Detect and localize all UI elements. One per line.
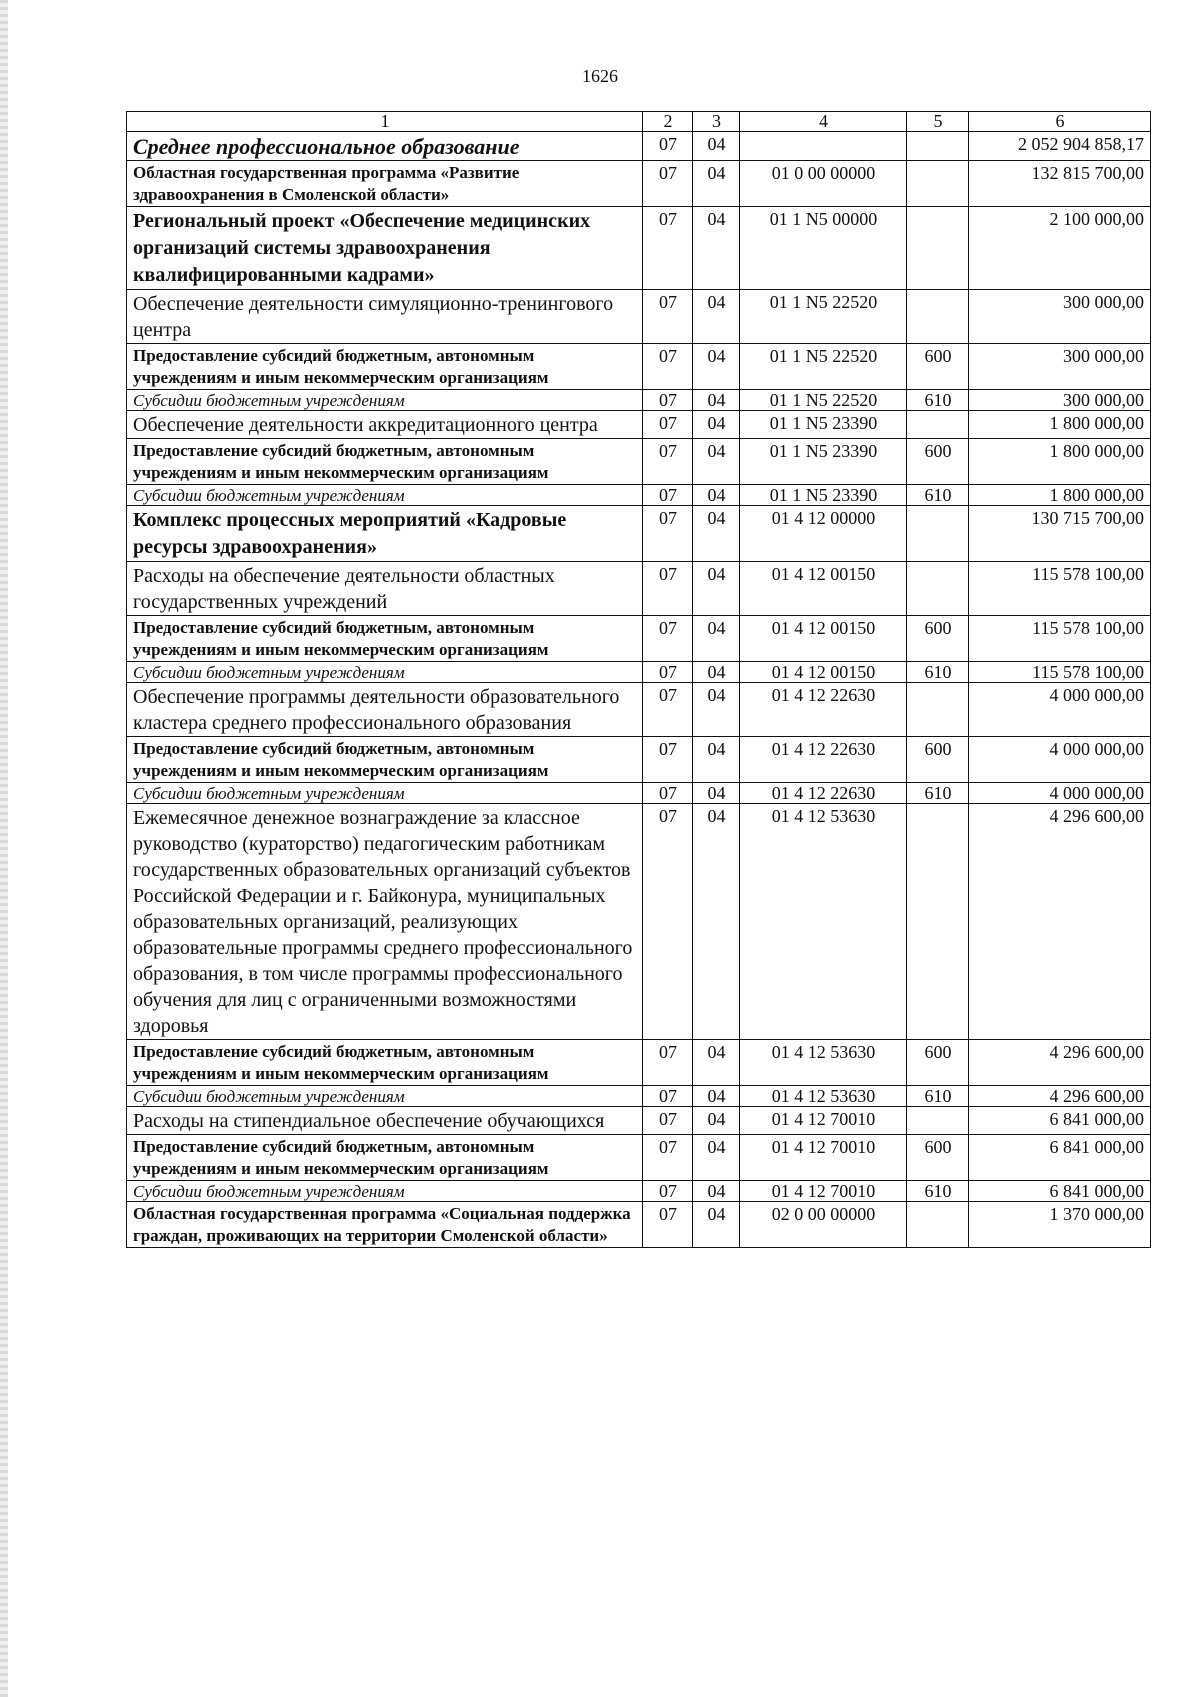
table-row: [127, 207, 1151, 290]
target-article-cell: 02 0 00 00000: [740, 1202, 907, 1248]
amount-cell: 130 715 700,00: [969, 506, 1151, 562]
amount-cell: 1 370 000,00: [969, 1202, 1151, 1248]
section-code-cell: 07: [643, 1202, 693, 1248]
expense-type-cell: [907, 683, 969, 737]
section-code-cell: 07: [643, 290, 693, 344]
subsection-code-cell: 04: [693, 1086, 740, 1107]
row-name-cell: Предоставление субсидий бюджетным, автономным учреждениям и иным некоммерческим организациям: [127, 616, 643, 662]
section-code-cell: 07: [643, 1040, 693, 1086]
section-code-cell: 07: [643, 1107, 693, 1135]
subsection-code-cell: 04: [693, 506, 740, 562]
row-name-cell: Субсидии бюджетным учреждениям: [127, 783, 643, 804]
subsection-code-cell: 04: [693, 662, 740, 683]
target-article-cell: [740, 132, 907, 161]
subsection-code-cell: 04: [693, 616, 740, 662]
row-name-cell: Ежемесячное денежное вознаграждение за классное руководство (кураторство) педагогическим работникам государственных образовательных организаций субъектов Российской Федерации и г. Байконура, муниципальных образовательных организаций, реализующих образовательные программы среднего профессионального образования, в том числе программы профессионального обучения для лиц с ограниченными возможностями здоровья: [127, 804, 643, 1040]
header-cell-2: 2: [643, 112, 693, 132]
table-row: [127, 616, 1151, 662]
table-row: [127, 1135, 1151, 1181]
subsection-code-cell: 04: [693, 783, 740, 804]
page-number: 1626: [582, 66, 618, 86]
section-code-cell: 07: [643, 683, 693, 737]
target-article-cell: 01 4 12 70010: [740, 1107, 907, 1135]
expense-type-cell: 610: [907, 783, 969, 804]
target-article-cell: 01 1 N5 22520: [740, 390, 907, 411]
expense-type-cell: [907, 506, 969, 562]
expense-type-cell: 600: [907, 1040, 969, 1086]
section-code-cell: 07: [643, 161, 693, 207]
target-article-cell: 01 1 N5 00000: [740, 207, 907, 290]
table-row: [127, 1086, 1151, 1107]
table-row: [127, 783, 1151, 804]
amount-cell: 300 000,00: [969, 344, 1151, 390]
expense-type-cell: [907, 411, 969, 439]
target-article-cell: 01 4 12 00150: [740, 662, 907, 683]
target-article-cell: 01 4 12 00150: [740, 562, 907, 616]
target-article-cell: 01 4 12 70010: [740, 1181, 907, 1202]
section-code-cell: 07: [643, 804, 693, 1040]
table-row: [127, 662, 1151, 683]
section-code-cell: 07: [643, 344, 693, 390]
table-row: [127, 1181, 1151, 1202]
table-row: [127, 737, 1151, 783]
expense-type-cell: 610: [907, 662, 969, 683]
row-name-cell: Предоставление субсидий бюджетным, автономным учреждениям и иным некоммерческим организациям: [127, 737, 643, 783]
target-article-cell: 01 4 12 22630: [740, 683, 907, 737]
table-row: [127, 290, 1151, 344]
header-cell-1: 1: [127, 112, 643, 132]
subsection-code-cell: 04: [693, 439, 740, 485]
amount-cell: 115 578 100,00: [969, 562, 1151, 616]
amount-cell: 1 800 000,00: [969, 439, 1151, 485]
table-row: [127, 485, 1151, 506]
table-body: [127, 132, 1151, 1248]
expense-type-cell: 610: [907, 1181, 969, 1202]
subsection-code-cell: 04: [693, 562, 740, 616]
row-name-cell: Комплекс процессных мероприятий «Кадровые ресурсы здравоохранения»: [127, 506, 643, 562]
target-article-cell: 01 4 12 22630: [740, 737, 907, 783]
amount-cell: 1 800 000,00: [969, 485, 1151, 506]
target-article-cell: 01 4 12 53630: [740, 804, 907, 1040]
row-name-cell: Областная государственная программа «Социальная поддержка граждан, проживающих на территории Смоленской области»: [127, 1202, 643, 1248]
subsection-code-cell: 04: [693, 485, 740, 506]
subsection-code-cell: 04: [693, 132, 740, 161]
expense-type-cell: 610: [907, 1086, 969, 1107]
header-cell-4: 4: [740, 112, 907, 132]
expense-type-cell: [907, 290, 969, 344]
amount-cell: 2 052 904 858,17: [969, 132, 1151, 161]
expense-type-cell: 610: [907, 485, 969, 506]
row-name-cell: Среднее профессиональное образование: [127, 132, 643, 161]
row-name-cell: Субсидии бюджетным учреждениям: [127, 390, 643, 411]
subsection-code-cell: 04: [693, 804, 740, 1040]
budget-table: [126, 111, 1151, 1248]
expense-type-cell: [907, 804, 969, 1040]
amount-cell: 6 841 000,00: [969, 1135, 1151, 1181]
section-code-cell: 07: [643, 411, 693, 439]
target-article-cell: 01 1 N5 23390: [740, 411, 907, 439]
expense-type-cell: [907, 562, 969, 616]
expense-type-cell: 600: [907, 737, 969, 783]
row-name-cell: Предоставление субсидий бюджетным, автономным учреждениям и иным некоммерческим организациям: [127, 1135, 643, 1181]
table-row: [127, 344, 1151, 390]
target-article-cell: 01 4 12 00000: [740, 506, 907, 562]
row-name-cell: Субсидии бюджетным учреждениям: [127, 1181, 643, 1202]
row-name-cell: Расходы на стипендиальное обеспечение обучающихся: [127, 1107, 643, 1135]
section-code-cell: 07: [643, 132, 693, 161]
amount-cell: 6 841 000,00: [969, 1107, 1151, 1135]
target-article-cell: 01 4 12 70010: [740, 1135, 907, 1181]
section-code-cell: 07: [643, 1135, 693, 1181]
section-code-cell: 07: [643, 562, 693, 616]
subsection-code-cell: 04: [693, 207, 740, 290]
subsection-code-cell: 04: [693, 1202, 740, 1248]
row-name-cell: Субсидии бюджетным учреждениям: [127, 1086, 643, 1107]
row-name-cell: Областная государственная программа «Развитие здравоохранения в Смоленской области»: [127, 161, 643, 207]
row-name-cell: Субсидии бюджетным учреждениям: [127, 485, 643, 506]
row-name-cell: Субсидии бюджетным учреждениям: [127, 662, 643, 683]
expense-type-cell: [907, 161, 969, 207]
target-article-cell: 01 1 N5 22520: [740, 290, 907, 344]
section-code-cell: 07: [643, 1086, 693, 1107]
target-article-cell: 01 1 N5 23390: [740, 485, 907, 506]
amount-cell: 4 296 600,00: [969, 1040, 1151, 1086]
section-code-cell: 07: [643, 616, 693, 662]
table-row: [127, 804, 1151, 1040]
amount-cell: 300 000,00: [969, 390, 1151, 411]
row-name-cell: Расходы на обеспечение деятельности областных государственных учреждений: [127, 562, 643, 616]
row-name-cell: Обеспечение программы деятельности образовательного кластера среднего профессионального образования: [127, 683, 643, 737]
target-article-cell: 01 4 12 22630: [740, 783, 907, 804]
expense-type-cell: 610: [907, 390, 969, 411]
target-article-cell: 01 4 12 53630: [740, 1086, 907, 1107]
amount-cell: 115 578 100,00: [969, 662, 1151, 683]
subsection-code-cell: 04: [693, 344, 740, 390]
section-code-cell: 07: [643, 737, 693, 783]
expense-type-cell: 600: [907, 1135, 969, 1181]
amount-cell: 4 000 000,00: [969, 683, 1151, 737]
expense-type-cell: [907, 132, 969, 161]
header-cell-3: 3: [693, 112, 740, 132]
table-header-row: [127, 112, 1151, 132]
table-row: [127, 1202, 1151, 1248]
amount-cell: 4 296 600,00: [969, 804, 1151, 1040]
expense-type-cell: 600: [907, 344, 969, 390]
table-row: [127, 390, 1151, 411]
subsection-code-cell: 04: [693, 1040, 740, 1086]
table-row: [127, 683, 1151, 737]
section-code-cell: 07: [643, 783, 693, 804]
table-row: [127, 161, 1151, 207]
table-row: [127, 439, 1151, 485]
section-code-cell: 07: [643, 439, 693, 485]
expense-type-cell: 600: [907, 439, 969, 485]
row-name-cell: Региональный проект «Обеспечение медицинских организаций системы здравоохранения квалифицированными кадрами»: [127, 207, 643, 290]
table-row: [127, 562, 1151, 616]
subsection-code-cell: 04: [693, 1107, 740, 1135]
table-row: [127, 1107, 1151, 1135]
row-name-cell: Обеспечение деятельности аккредитационного центра: [127, 411, 643, 439]
expense-type-cell: [907, 1107, 969, 1135]
row-name-cell: Предоставление субсидий бюджетным, автономным учреждениям и иным некоммерческим организациям: [127, 344, 643, 390]
scan-edge: [0, 0, 8, 1697]
subsection-code-cell: 04: [693, 390, 740, 411]
target-article-cell: 01 1 N5 22520: [740, 344, 907, 390]
subsection-code-cell: 04: [693, 1135, 740, 1181]
section-code-cell: 07: [643, 390, 693, 411]
row-name-cell: Обеспечение деятельности симуляционно-тренингового центра: [127, 290, 643, 344]
section-code-cell: 07: [643, 506, 693, 562]
section-code-cell: 07: [643, 662, 693, 683]
target-article-cell: 01 0 00 00000: [740, 161, 907, 207]
subsection-code-cell: 04: [693, 683, 740, 737]
subsection-code-cell: 04: [693, 737, 740, 783]
amount-cell: 115 578 100,00: [969, 616, 1151, 662]
amount-cell: 1 800 000,00: [969, 411, 1151, 439]
amount-cell: 300 000,00: [969, 290, 1151, 344]
amount-cell: 2 100 000,00: [969, 207, 1151, 290]
section-code-cell: 07: [643, 485, 693, 506]
header-cell-6: 6: [969, 112, 1151, 132]
row-name-cell: Предоставление субсидий бюджетным, автономным учреждениям и иным некоммерческим организациям: [127, 1040, 643, 1086]
table-row: [127, 411, 1151, 439]
amount-cell: 4 000 000,00: [969, 783, 1151, 804]
table-row: [127, 1040, 1151, 1086]
expense-type-cell: 600: [907, 616, 969, 662]
target-article-cell: 01 4 12 00150: [740, 616, 907, 662]
subsection-code-cell: 04: [693, 1181, 740, 1202]
amount-cell: 132 815 700,00: [969, 161, 1151, 207]
subsection-code-cell: 04: [693, 290, 740, 344]
target-article-cell: 01 4 12 53630: [740, 1040, 907, 1086]
amount-cell: 4 296 600,00: [969, 1086, 1151, 1107]
header-cell-5: 5: [907, 112, 969, 132]
expense-type-cell: [907, 207, 969, 290]
table-row: [127, 506, 1151, 562]
table-row: [127, 132, 1151, 161]
subsection-code-cell: 04: [693, 161, 740, 207]
amount-cell: 6 841 000,00: [969, 1181, 1151, 1202]
amount-cell: 4 000 000,00: [969, 737, 1151, 783]
row-name-cell: Предоставление субсидий бюджетным, автономным учреждениям и иным некоммерческим организациям: [127, 439, 643, 485]
subsection-code-cell: 04: [693, 411, 740, 439]
section-code-cell: 07: [643, 1181, 693, 1202]
section-code-cell: 07: [643, 207, 693, 290]
expense-type-cell: [907, 1202, 969, 1248]
target-article-cell: 01 1 N5 23390: [740, 439, 907, 485]
